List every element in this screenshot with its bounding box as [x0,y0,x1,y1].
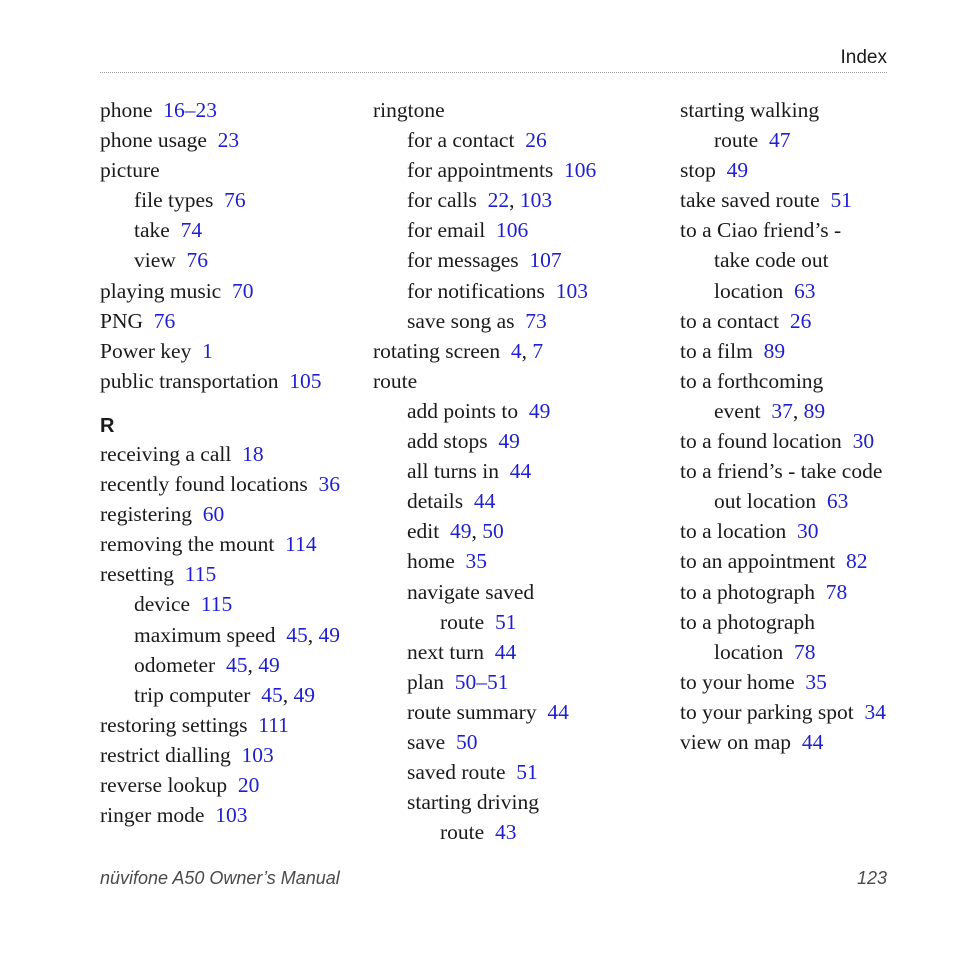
index-term: phone usage [100,128,207,153]
page-link[interactable]: 34 [864,699,887,724]
index-term: phone [100,98,153,122]
index-entry [100,469,360,499]
index-entry [373,426,663,456]
index-term: take code out [714,248,829,273]
index-term: view [134,248,176,273]
index-entry [680,366,910,396]
index-term: take [134,218,170,243]
index-term: to an appointment [680,549,836,574]
index-entry [373,607,663,637]
page-link[interactable]: 45 [261,682,283,707]
index-term: to a contact [680,308,780,333]
index-entry [680,637,910,667]
page-link[interactable]: 115 [184,562,217,587]
index-term: view on map [680,729,792,754]
page-link[interactable]: 36 [318,472,341,497]
index-term: route [440,609,485,634]
page-link[interactable]: 76 [224,188,246,213]
page-link[interactable]: 103 [519,188,553,213]
index-term: receiving a call [100,441,232,466]
page-link[interactable]: 50 [455,729,478,754]
index-term: next turn [407,639,485,664]
index-term: to a friend’s - take code [680,459,883,484]
page-link[interactable]: 45 [225,652,248,677]
page-link[interactable]: 74 [180,218,203,243]
index-term: out location [714,489,817,514]
index-term: save [407,729,446,754]
page-link[interactable]: 51 [830,188,852,213]
index-term: restrict dialling [100,742,231,767]
page-link[interactable]: 49 [528,398,551,423]
page-link[interactable]: 78 [794,639,816,664]
page-link[interactable]: 30 [797,519,819,544]
page-link[interactable]: 49 [293,682,315,707]
page-link[interactable]: 82 [846,549,868,574]
index-term: restoring settings [100,712,248,737]
page-link[interactable]: 30 [852,429,875,454]
index-entry [373,486,663,516]
page-link[interactable]: 63 [794,278,816,303]
page-link[interactable]: 7 [532,338,544,363]
index-entry [100,185,360,215]
index-term: all turns in [407,459,499,484]
index-term: plan [407,669,445,694]
index-entry: edit 49, 50 [407,519,504,544]
page-link[interactable]: 76 [186,248,209,273]
index-entry [373,95,663,125]
index-term: public transportation [100,368,279,393]
index-entry [100,245,360,275]
index-term: navigate saved [407,579,535,604]
index-entry [373,667,663,697]
page-link[interactable]: 20 [237,772,260,797]
page-link[interactable]: 47 [768,128,791,153]
index-entry [373,817,663,847]
index-entry [680,577,910,607]
index-entry [373,276,663,306]
page-link[interactable]: 18 [242,441,264,466]
index-term: to a found location [680,429,842,454]
index-entry [680,426,910,456]
page-link[interactable]: 49 [258,652,280,677]
index-term: route [714,128,759,153]
index-term: file types [134,188,214,213]
index-term: for a contact [407,128,515,153]
index-term: details [407,489,464,514]
page-link[interactable]: 51 [494,609,517,634]
index-entry [680,486,910,516]
index-term: stop [680,158,716,183]
index-term: route summary [407,699,537,724]
page-link[interactable]: 105 [289,368,322,393]
section-header: Index [840,47,887,68]
index-term: ringer mode [100,803,205,828]
index-term: add points to [407,398,519,423]
index-entry [100,770,360,800]
index-term: route [373,368,418,393]
page-link[interactable]: 44 [473,489,496,514]
page-link[interactable]: 49 [318,622,341,647]
index-term: rotating screen [373,338,501,363]
page-link[interactable]: 1 [202,338,213,363]
index-term: reverse lookup [100,772,228,797]
index-entry [373,546,663,576]
index-term: removing the mount [100,532,275,557]
index-entry [100,306,360,336]
index-term: picture [100,158,160,183]
page-link[interactable]: 76 [153,308,176,333]
index-entry [100,499,360,529]
page-link[interactable]: 16–23 [163,98,218,122]
page-link[interactable]: 106 [495,218,529,243]
index-entry [680,95,910,125]
index-term: to a photograph [680,609,815,634]
page-link[interactable]: 4 [510,338,522,363]
index-term: add stops [407,429,488,454]
index-entry [680,727,910,757]
index-entry [100,740,360,770]
index-term: to your home [680,669,795,694]
index-entry [373,577,663,607]
index-entry [680,697,910,727]
index-entry [373,456,663,486]
index-entry [680,607,910,637]
index-entry [100,439,360,469]
index-term: PNG [100,308,144,333]
index-entry [100,366,360,396]
index-entry [373,125,663,155]
index-term: event [714,398,761,423]
index-entry [680,215,910,245]
index-entry [680,125,910,155]
index-entry [373,787,663,817]
index-entry [680,456,910,486]
index-entry: odometer 45, 49 [134,652,280,677]
index-term: odometer [134,652,216,677]
index-entry [373,727,663,757]
page-link[interactable]: 115 [200,592,233,617]
index-entry [100,95,360,125]
index-term: starting walking [680,98,820,122]
page-link[interactable]: 49 [498,429,520,454]
index-entry: for calls 22, 103 [407,188,553,213]
page-link[interactable]: 70 [231,278,254,303]
index-term: for calls [407,188,477,213]
index-entry [680,546,910,576]
index-term: to a location [680,519,787,544]
index-term: to a photograph [680,579,815,604]
page-link[interactable]: 78 [825,579,848,604]
page-link[interactable]: 114 [285,532,317,557]
index-term: take saved route [680,188,820,213]
index-term: to a film [680,338,753,363]
index-entry [680,155,910,185]
index-column-2 [373,95,663,847]
index-entry [100,529,360,559]
index-term: to a forthcoming [680,368,824,393]
page-link[interactable]: 106 [564,158,597,183]
page-link[interactable]: 44 [547,699,569,724]
page-link[interactable]: 44 [494,639,517,664]
page-link[interactable]: 51 [516,760,538,785]
manual-title: nüvifone A50 Owner’s Manual [100,868,340,888]
page-link[interactable]: 103 [215,803,248,828]
page-link[interactable]: 44 [509,459,532,484]
page-link[interactable]: 37 [771,398,793,423]
index-entry [100,800,360,830]
index-term: Power key [100,338,192,363]
index-term: playing music [100,278,222,303]
index-entry [373,637,663,667]
index-entry [373,396,663,426]
page-link[interactable]: 111 [258,712,289,737]
index-term: recently found locations [100,472,308,497]
page-link[interactable]: 103 [241,742,274,767]
index-term: edit [407,519,440,544]
index-entry: event 37, 89 [714,398,826,423]
page-link[interactable]: 60 [202,502,225,527]
index-term: route [440,820,485,845]
page-link[interactable]: 26 [789,308,812,333]
index-term: registering [100,502,192,527]
page-link[interactable]: 35 [465,549,488,574]
index-entry [100,710,360,740]
index-entry [373,366,663,396]
index-entry [680,336,910,366]
index-entry [680,306,910,336]
page-link[interactable]: 50–51 [454,669,509,694]
index-term: save song as [407,308,515,333]
index-term: trip computer [134,682,251,707]
index-entry [680,516,910,546]
index-term: resetting [100,562,175,587]
index-entry: rotating screen 4, 7 [373,338,544,363]
page-link[interactable]: 49 [726,158,749,183]
index-term: starting driving [407,790,539,815]
index-entry [680,185,910,215]
index-entry [100,276,360,306]
page-link[interactable]: 43 [494,820,517,845]
page-link[interactable]: 49 [450,519,472,544]
index-entry: trip computer 45, 49 [134,682,315,707]
index-term: to your parking spot [680,699,854,724]
page-link[interactable]: 23 [217,128,240,153]
index-term: for notifications [407,278,545,303]
index-entry [100,215,360,245]
index-column-3 [680,95,910,757]
page-link[interactable]: 89 [763,338,786,363]
page-link[interactable]: 26 [525,128,547,153]
index-entry [100,336,360,366]
page-link[interactable]: 22 [487,188,510,213]
index-entry [100,559,360,589]
page-number: 123 [856,868,887,888]
page-link[interactable]: 103 [555,278,588,303]
index-entry [373,245,663,275]
index-term: maximum speed [134,622,276,647]
page-link[interactable]: 89 [803,398,826,423]
page-link[interactable]: 73 [525,308,547,333]
index-term: for email [407,218,486,243]
index-column-1 [100,95,360,830]
page-link[interactable]: 50 [482,519,504,544]
index-term: device [134,592,191,617]
index-entry [100,125,360,155]
index-entry [373,155,663,185]
index-entry [680,667,910,697]
index-entry [680,245,910,275]
page-link[interactable]: 107 [529,248,562,273]
index-term: to a Ciao friend’s - [680,218,842,243]
index-letter-heading: R [100,414,115,437]
index-entry [100,589,360,619]
index-term: saved route [407,760,506,785]
index-entry: maximum speed 45, 49 [134,622,341,647]
index-term: location [714,639,784,664]
page-link[interactable]: 63 [826,489,849,514]
header-divider [100,72,887,73]
page-link[interactable]: 45 [286,622,308,647]
page-link[interactable]: 44 [801,729,824,754]
index-term: ringtone [373,98,445,122]
index-entry [680,276,910,306]
index-entry [373,757,663,787]
index-term: for messages [407,248,519,273]
index-entry [373,215,663,245]
index-entry [100,155,360,185]
index-entry [373,306,663,336]
index-term: location [714,278,784,303]
index-entry [373,697,663,727]
index-term: for appointments [407,158,554,183]
page-link[interactable]: 35 [805,669,827,694]
index-term: home [407,549,455,574]
